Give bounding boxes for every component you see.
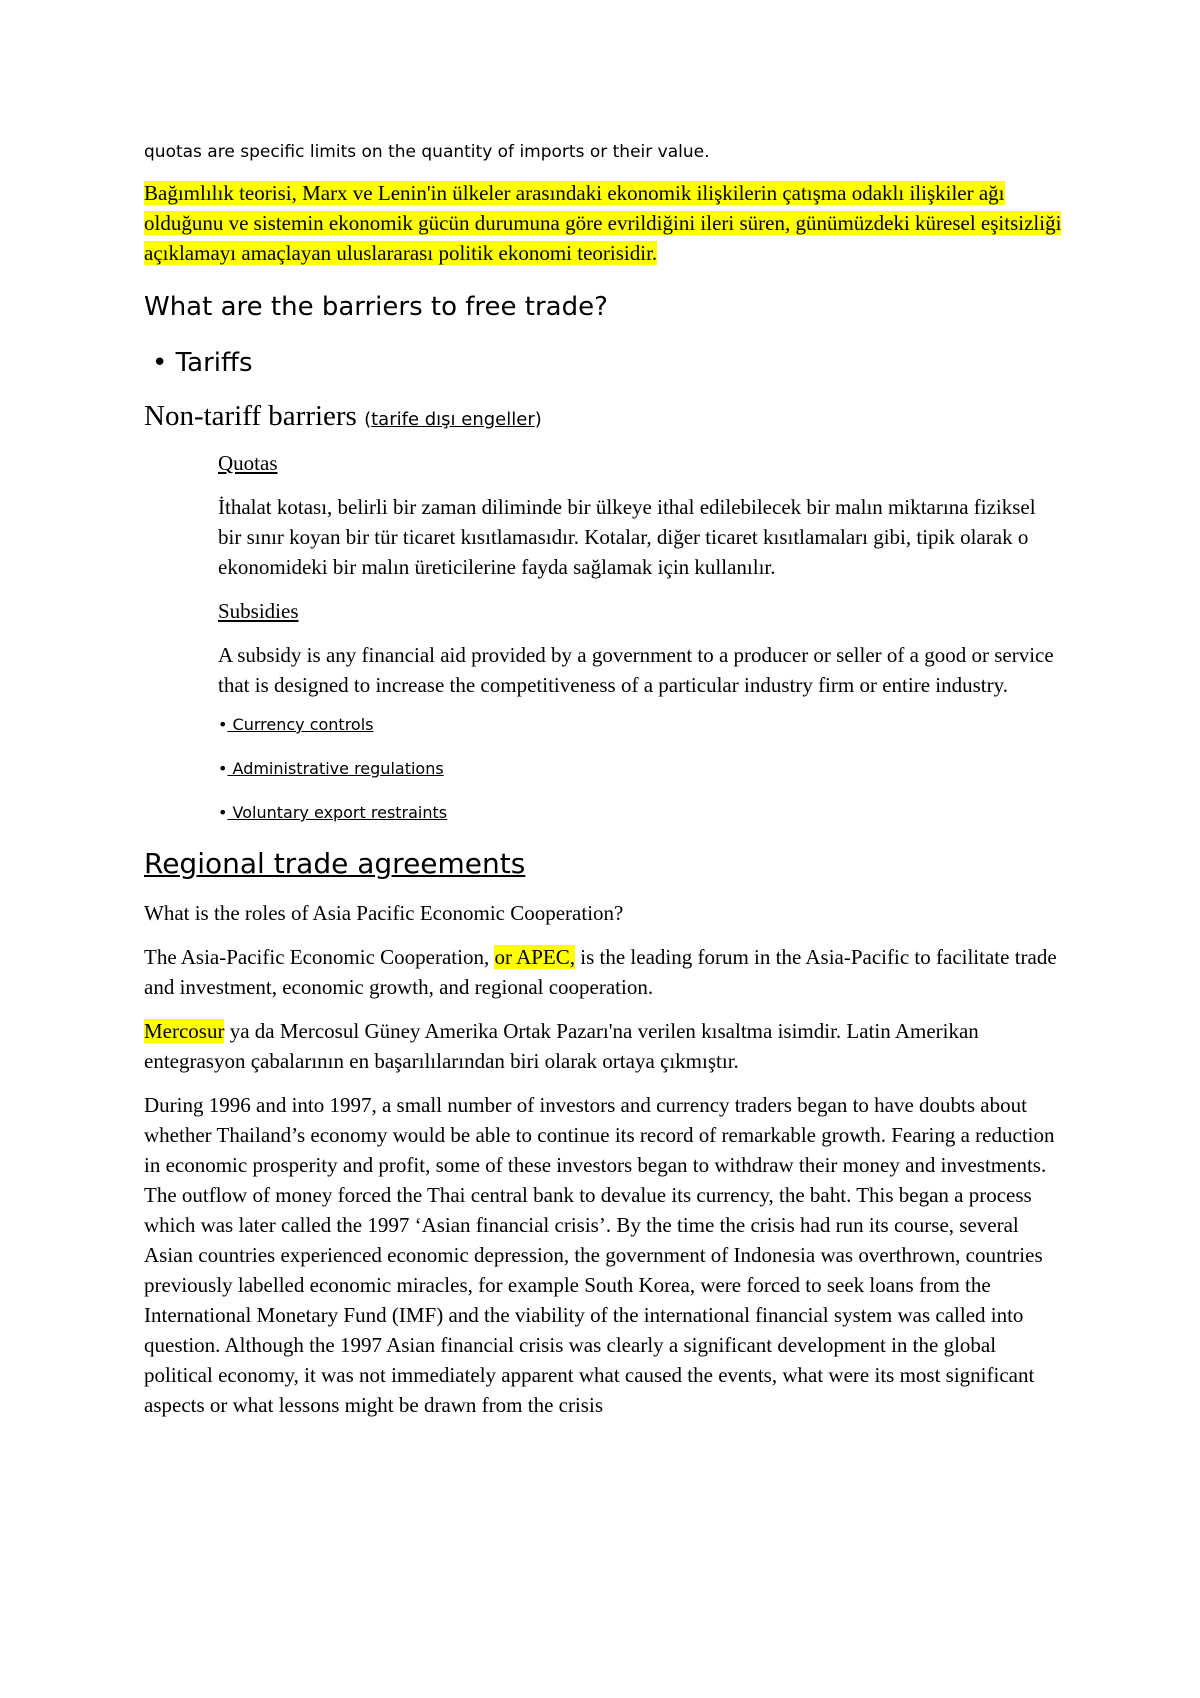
nontariff-close-paren: ): [534, 409, 542, 430]
bullet-marker: •: [218, 715, 228, 734]
highlighted-text: Bağımlılık teorisi, Marx ve Lenin'in ülkeler arasındaki ekonomik ilişkilerin çatışma odaklı ilişkiler ağı olduğunu ve sistemin ekonomik gücün durumuna göre evrildiğini ileri süren, günümüzdeki küresel eşitsizliği açıklamayı amaçlayan uluslararası politik ekonomi teorisidir.: [144, 181, 1062, 265]
regional-trade-heading: Regional trade agreements: [144, 847, 526, 880]
nontariff-subtitle: tarife dışı engeller: [371, 409, 535, 430]
apec-question: What is the roles of Asia Pacific Economic Cooperation?: [144, 901, 624, 925]
asian-crisis-paragraph: During 1996 and into 1997, a small number of investors and currency traders began to have doubts about whether Thailand’s economy would be able to continue its record of remarkable growth. Fearing a reduction in economic prosperity and profit, some of these investors began to withdraw their money and investments. The outflow of money forced the Thai central bank to devalue its currency, the baht. This began a process which was later called the 1997 ‘Asian financial crisis’. By the time the crisis had run its course, several Asian countries experienced economic depression, the government of Indonesia was overthrown, countries previously labelled economic miracles, for example South Korea, were forced to seek loans from the International Monetary Fund (IMF) and the viability of the international financial system was called into question. Although the 1997 Asian financial crisis was clearly a significant development in the global political economy, it was not immediately apparent what caused the events, what were its most significant aspects or what lessons might be drawn from the crisis: [144, 1093, 1055, 1417]
apec-after: is the leading forum in the Asia-Pacific to facilitate trade and investment, economic growth, and regional cooperation.: [144, 945, 1057, 999]
quotas-definition: quotas are specific limits on the quantity of imports or their value.: [144, 142, 710, 162]
nontariff-heading: [144, 398, 1064, 438]
bullet-currency-controls: [218, 714, 1064, 736]
subsidies-label: Subsidies: [218, 599, 299, 623]
mercosur-after: ya da Mercosul Güney Amerika Ortak Pazarı'na verilen kısaltma isimdir. Latin Amerikan entegrasyon çabalarının en başarılılarından biri olarak ortaya çıkmıştır.: [144, 1019, 979, 1073]
tariffs-bullet: • Tariffs: [152, 348, 253, 378]
document-body: [144, 140, 1064, 1434]
quotas-text: İthalat kotası, belirli bir zaman diliminde bir ülkeye ithal edilebilecek bir malın miktarına fiziksel bir sınır koyan bir tür ticaret kısıtlamasıdır. Kotalar, diğer ticaret kısıtlamaları gibi, tipik olarak o ekonomideki bir malın üreticilerine fayda sağlamak için kullanılır.: [218, 495, 1036, 579]
apec-paragraph: [144, 942, 1064, 1002]
bullet-label: Voluntary export restraints: [227, 803, 448, 822]
dependency-theory-paragraph: [144, 178, 1064, 268]
quotas-label: Quotas: [218, 451, 278, 475]
bullet-marker: •: [218, 803, 228, 822]
bullet-voluntary-export-restraints: [218, 802, 1064, 824]
subsidies-text: A subsidy is any financial aid provided by a government to a producer or seller of a good or service that is designed to increase the competitiveness of a particular industry firm or entire industry.: [218, 643, 1054, 697]
nontariff-open-paren: (: [364, 409, 372, 430]
barriers-heading: What are the barriers to free trade?: [144, 292, 608, 322]
mercosur-highlight: Mercosur: [144, 1019, 225, 1043]
bullet-marker: •: [218, 759, 228, 778]
bullet-administrative-regulations: [218, 758, 1064, 780]
apec-highlight: or APEC,: [494, 945, 575, 969]
bullet-label: Currency controls: [227, 715, 374, 734]
nontariff-title: Non-tariff barriers: [144, 400, 357, 432]
mercosur-paragraph: [144, 1016, 1064, 1076]
apec-before: The Asia-Pacific Economic Cooperation,: [144, 945, 495, 969]
bullet-label: Administrative regulations: [227, 759, 444, 778]
